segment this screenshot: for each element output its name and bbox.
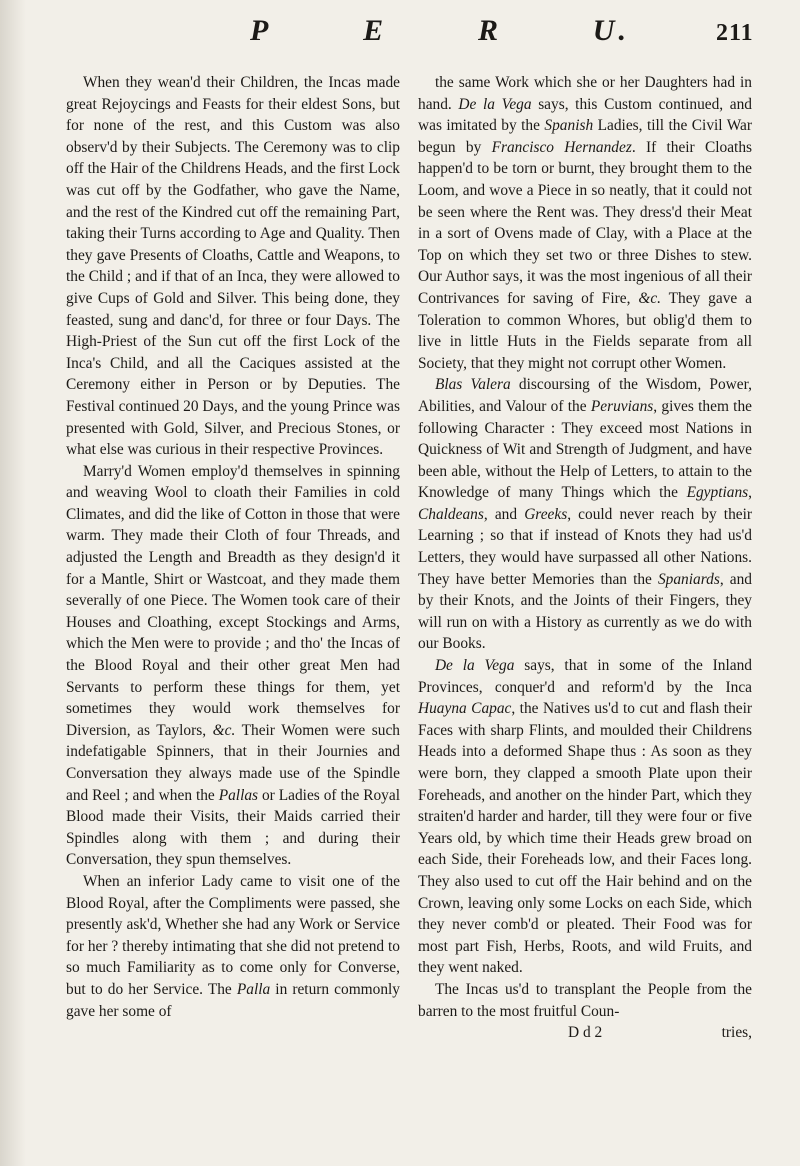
italic-text: Pallas [218,786,259,804]
italic-text: &c. [638,289,662,307]
text-run: . If their Cloaths happen'd to be torn or burnt, they brought them to the Loom, and wove a Piece in so neatly, that it could not be seen where the Rent was. They dress'd their Meat in a sort of Ovens made of Clay, with a Place at the Top on which they set two or three Dishes to stew. Our Author says, it was the most ingenious of all their Contrivances for saving of Fire, [418,138,752,307]
text-run: , [748,484,752,502]
running-title-letter: E [363,14,388,47]
text-run: The Incas us'd to transplant the People from the barren to the most fruitful Coun- [418,980,752,1020]
running-title [250,14,630,48]
right-column [418,72,752,1044]
paragraph [66,461,400,871]
page-number: 211 [716,20,754,46]
italic-text: Peruvians [590,397,654,415]
text-run: Marry'd Women employ'd themselves in spinning and weaving Wool to cloath their Families in cold Climates, and did the like of Cotton in those that were warm. They made their Cloth of four Threads, and adjusted the Length and Breadth as they design'd it for a Mantle, Shirt or Wastcoat, and they made them severally of one Piece. The Women took care of their Houses and Cloathing, except Stockings and Arms, which the Men were to provide ; and tho' the Incas of the Blood Royal and their other great Men had Servants to perform these things for them, yet sometimes they would work themselves for Diversion, as Taylors, [66,462,400,739]
text-run: , the Natives us'd to cut and flash their Faces with sharp Flints, and moulded their Childrens Heads into a deformed Shape thus : As soon as they were born, they clapped a smooth Plate upon their Foreheads, and another on the hinder Part, which they straiten'd harder and harder, till they were four or five Years old, by which time their Heads grew broad on each Side, their Foreheads low, and their Faces long. They also used to cut off the Hair behind and on the Crown, leaving only some Locks on each Side, which they never comb'd or pleated. Their Food was for most part Fish, Herbs, Roots, and wild Fruits, and they went naked. [418,700,752,977]
italic-text: De la Vega [434,657,515,675]
text-run: says, that in some of the Inland Provinces, conquer'd and reform'd by the Inca [418,657,753,696]
italic-text: Francisco Hernandez [491,138,632,156]
page-header [0,14,800,54]
italic-text: Blas Valera [434,376,511,394]
text-run: They gave a Toleration to common Whores, but oblig'd them to live in little Huts in the Fields separate from all Society, that they might not corrupt other Women. [418,289,752,372]
italic-text: Chaldeans [418,505,484,523]
paragraph [418,374,752,655]
italic-text: Egyptians [686,484,749,502]
running-title-letter: R [477,14,502,47]
gutter-shadow [0,0,26,1166]
left-column [66,72,400,1022]
text-run: in return commonly gave her some of [66,980,401,1020]
paragraph [66,72,400,461]
italic-text: De la Vega [458,95,532,113]
paragraph [66,871,400,1022]
text-run: , and by their Knots, and the Joints of their Fingers, they will run on with a History as currently as we do with our Books. [418,570,752,653]
running-title-letter: U. [592,14,630,47]
text-run: says, this Custom continued, and was imitated by the [418,95,753,135]
italic-text: Palla [236,980,271,998]
text-run: discoursing of the Wisdom, Power, Abilities, and Valour of the [418,376,752,415]
text-run: Their Women were such indefatigable Spinners, that in their Journies and Conversation they always made use of the Spindle and Reel ; and when the [66,721,401,804]
running-title-letter: P [250,14,273,47]
text-run: When an inferior Lady came to visit one of the Blood Royal, after the Compliments were passed, she presently ask'd, Whether she had any Work or Service for her ? thereby intimating that she did not pretend to so much Familiarity as to come only for Converse, but to do her Service. The [66,872,400,998]
text-run: the same Work which she or her Daughters had in hand. [418,74,752,113]
italic-text: Huayna Capac [418,700,512,718]
paragraph [418,655,752,979]
text-run: , gives them the following Character : They exceed most Nations in Quickness of Wit and Strength of Judgment, and have been able, without the Help of Letters, to attain to the Knowledge of many Things which the [418,397,752,502]
text-run: Ladies, till the Civil War begun by [418,117,752,156]
italic-text: &c. [212,721,236,739]
text-run: When they wean'd their Children, the Incas made great Rejoycings and Feasts for their eldest Sons, but for none of the rest, and this Custom was also observ'd by their Subjects. The Ceremony was to clip off the Hair of the Childrens Heads, and the first Lock was cut off by the Godfather, who gave the Name, and the rest of the Kindred cut off the remaining Part, taking their Turns according to Age and Quality. Then they gave Presents of Cloaths, Cattle and Weapons, to the Child ; and if that of an Inca, they were allowed to give Cups of Gold and Silver. This being done, they feasted, sung and danc'd, for three or four Days. The High-Priest of the Sun cut off the first Lock of the Inca's Child, and all the Caciques assisted at the Ceremony either in Person or by Deputies. The Festival continued 20 Days, and the young Prince was presented with Gold, Silver, and Precious Stones, or what else was curious in their respective Provinces. [66,74,400,459]
catchword: tries, [721,1024,752,1042]
paragraph [418,72,752,374]
text-run: or Ladies of the Royal Blood made their Visits, their Maids carried their Spindles along with them ; and during their Conversation, they spun themselves. [66,786,400,869]
signature-line [418,1022,752,1044]
text-run: , could never reach by their Learning ; so that if instead of Knots they had us'd Letters, they would have surpassed all other Nations. They have better Memories than the [418,505,752,588]
signature-mark: D d 2 [568,1024,603,1042]
text-run: , and [483,505,525,523]
paragraph [418,979,752,1022]
italic-text: Spanish [544,117,594,135]
italic-text: Greeks [524,505,568,523]
italic-text: Spaniards [657,570,720,588]
